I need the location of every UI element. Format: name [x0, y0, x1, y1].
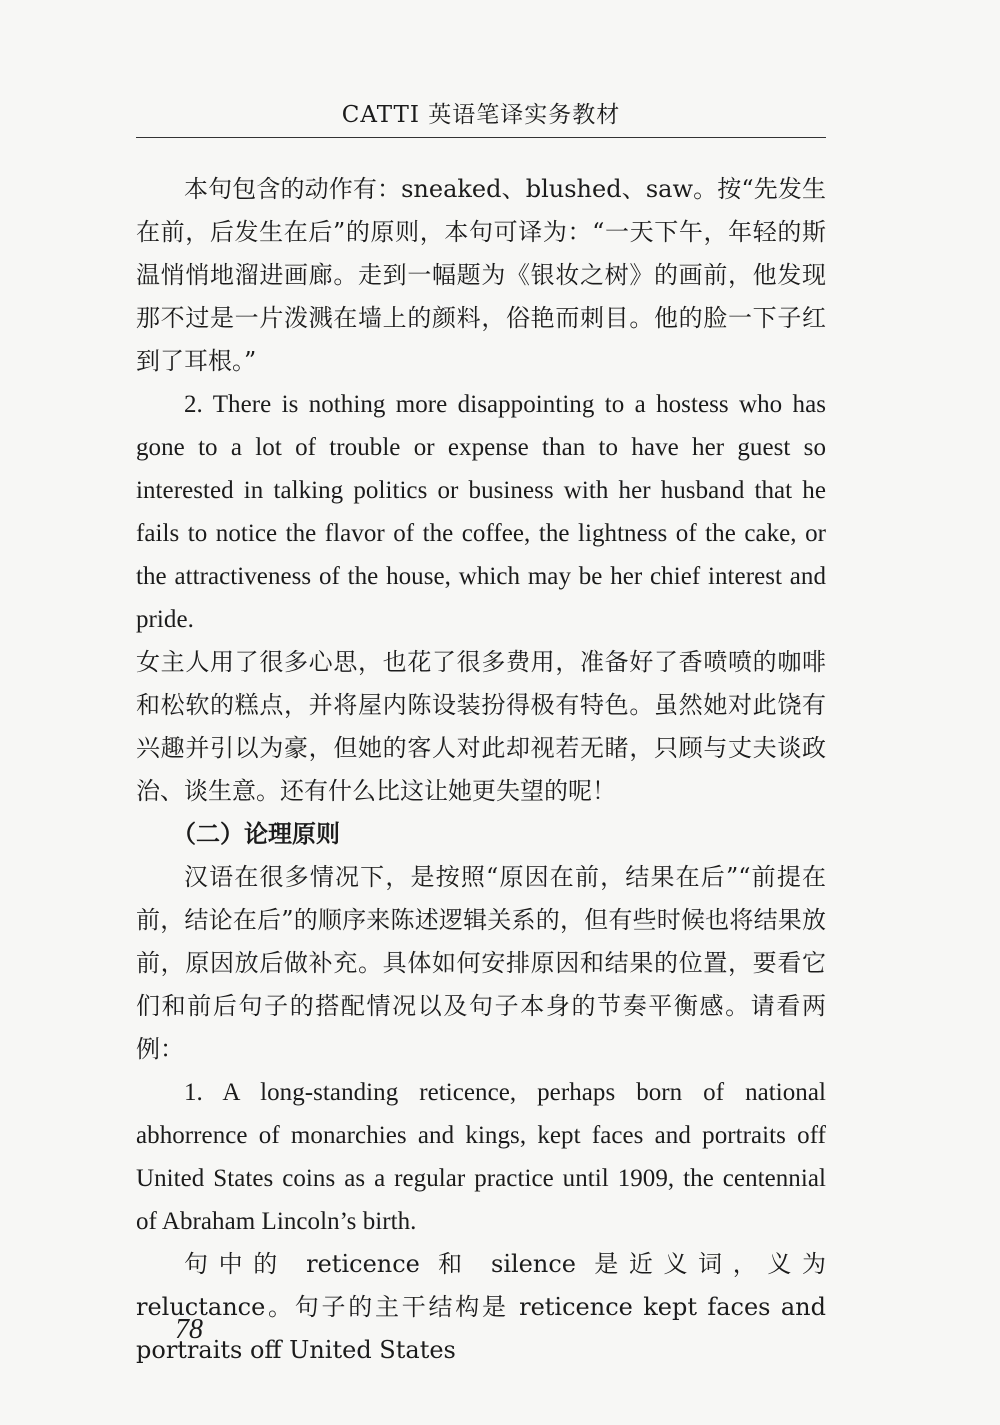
running-header: CATTI 英语笔译实务教材: [341, 102, 621, 128]
body-text: [136, 168, 826, 1372]
example-2-english: 2. There is nothing more disappointing to a hostess who has gone to a lot of trouble or expense than to have her guest so interested in talking politics or business with her husband that he fails to notice the flavor of the coffee, the lightness of the cake, or the attractiveness of the house, which may be her chief interest and pride.: [136, 391, 826, 633]
paragraph-sequence-analysis: 本句包含的动作有：sneaked、blushed、saw。按“先发生在前，后发生在后”的原则，本句可译为：“一天下午，年轻的斯温悄悄地溜进画廊。走到一幅题为《银妆之树》的画前，他发现那不过是一片泼溅在墙上的颜料，俗艳而刺目。他的脸一下子红到了耳根。”: [136, 175, 826, 375]
paragraph-reticence-analysis: 句中的 reticence 和 silence 是近义词，义为 reluctance。句子的主干结构是 reticence kept faces and portraits off United States: [136, 1250, 826, 1364]
page-number: 78: [175, 1314, 203, 1345]
example-2-translation: 女主人用了很多心思，也花了很多费用，准备好了香喷喷的咖啡和松软的糕点，并将屋内陈设装扮得极有特色。虽然她对此饶有兴趣并引以为豪，但她的客人对此却视若无睹，只顾与丈夫谈政治、谈生意。还有什么比这让她更失望的呢！: [136, 648, 826, 805]
section-heading: （二）论理原则: [172, 820, 340, 848]
paragraph-logic-principle: 汉语在很多情况下，是按照“原因在前，结果在后”“前提在前，结论在后”的顺序来陈述逻辑关系的，但有些时候也将结果放前，原因放后做补充。具体如何安排原因和结果的位置，要看它们和前后句子的搭配情况以及句子本身的节奏平衡感。请看两例：: [136, 863, 826, 1063]
header-rule: [136, 137, 826, 138]
example-1-english: 1. A long-standing reticence, perhaps born of national abhorrence of monarchies and kings, kept faces and portraits off United States coins as a regular practice until 1909, the centennial of Abraham Lincoln’s birth.: [136, 1079, 826, 1235]
